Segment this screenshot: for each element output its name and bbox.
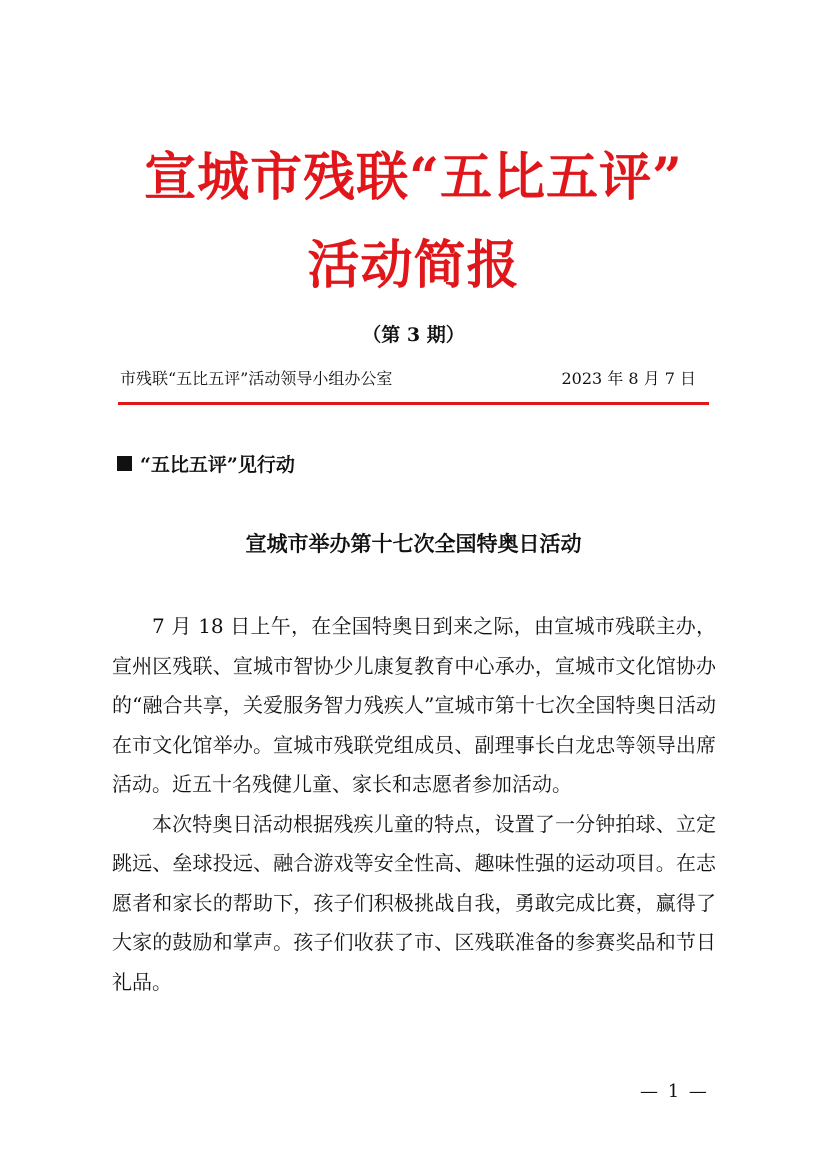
section-heading-text: “五比五评”见行动 <box>140 454 295 476</box>
article-body <box>112 607 716 1002</box>
page-number: — 1 — <box>640 1081 709 1102</box>
briefing-title-line2: 活动简报 <box>307 235 520 296</box>
square-bullet-icon <box>117 456 132 471</box>
article-title: 宣城市举办第十七次全国特奥日活动 <box>245 531 582 556</box>
briefing-title-line1: 宣城市残联“五比五评” <box>144 147 683 208</box>
section-heading <box>117 450 295 477</box>
article-paragraph-2: 本次特奥日活动根据残疾儿童的特点，设置了一分钟拍球、立定跳远、垒球投远、融合游戏等安全性高、趣味性强的运动项目。在志愿者和家长的帮助下，孩子们积极挑战自我，勇敢完成比赛，赢得了大家的鼓励和掌声。孩子们收获了市、区残联准备的参赛奖品和节日礼品。 <box>112 811 716 994</box>
issue-number: （第 3 期） <box>362 324 465 346</box>
issuing-office: 市残联“五比五评”活动领导小组办公室 <box>120 369 393 388</box>
header-meta-row <box>120 366 696 390</box>
article-paragraph-1: 7 月 18 日上午，在全国特奥日到来之际，由宣城市残联主办，宣州区残联、宣城市智协少儿康复教育中心承办，宣城市文化馆协办的“融合共享，关爱服务智力残疾人”宣城市第十七次全国特奥日活动在市文化馆举办。宣城市残联党组成员、副理事长白龙忠等领导出席活动。近五十名残健儿童、家长和志愿者参加活动。 <box>112 614 716 796</box>
header-divider <box>118 402 709 405</box>
issue-date: 2023 年 8 月 7 日 <box>561 369 696 388</box>
